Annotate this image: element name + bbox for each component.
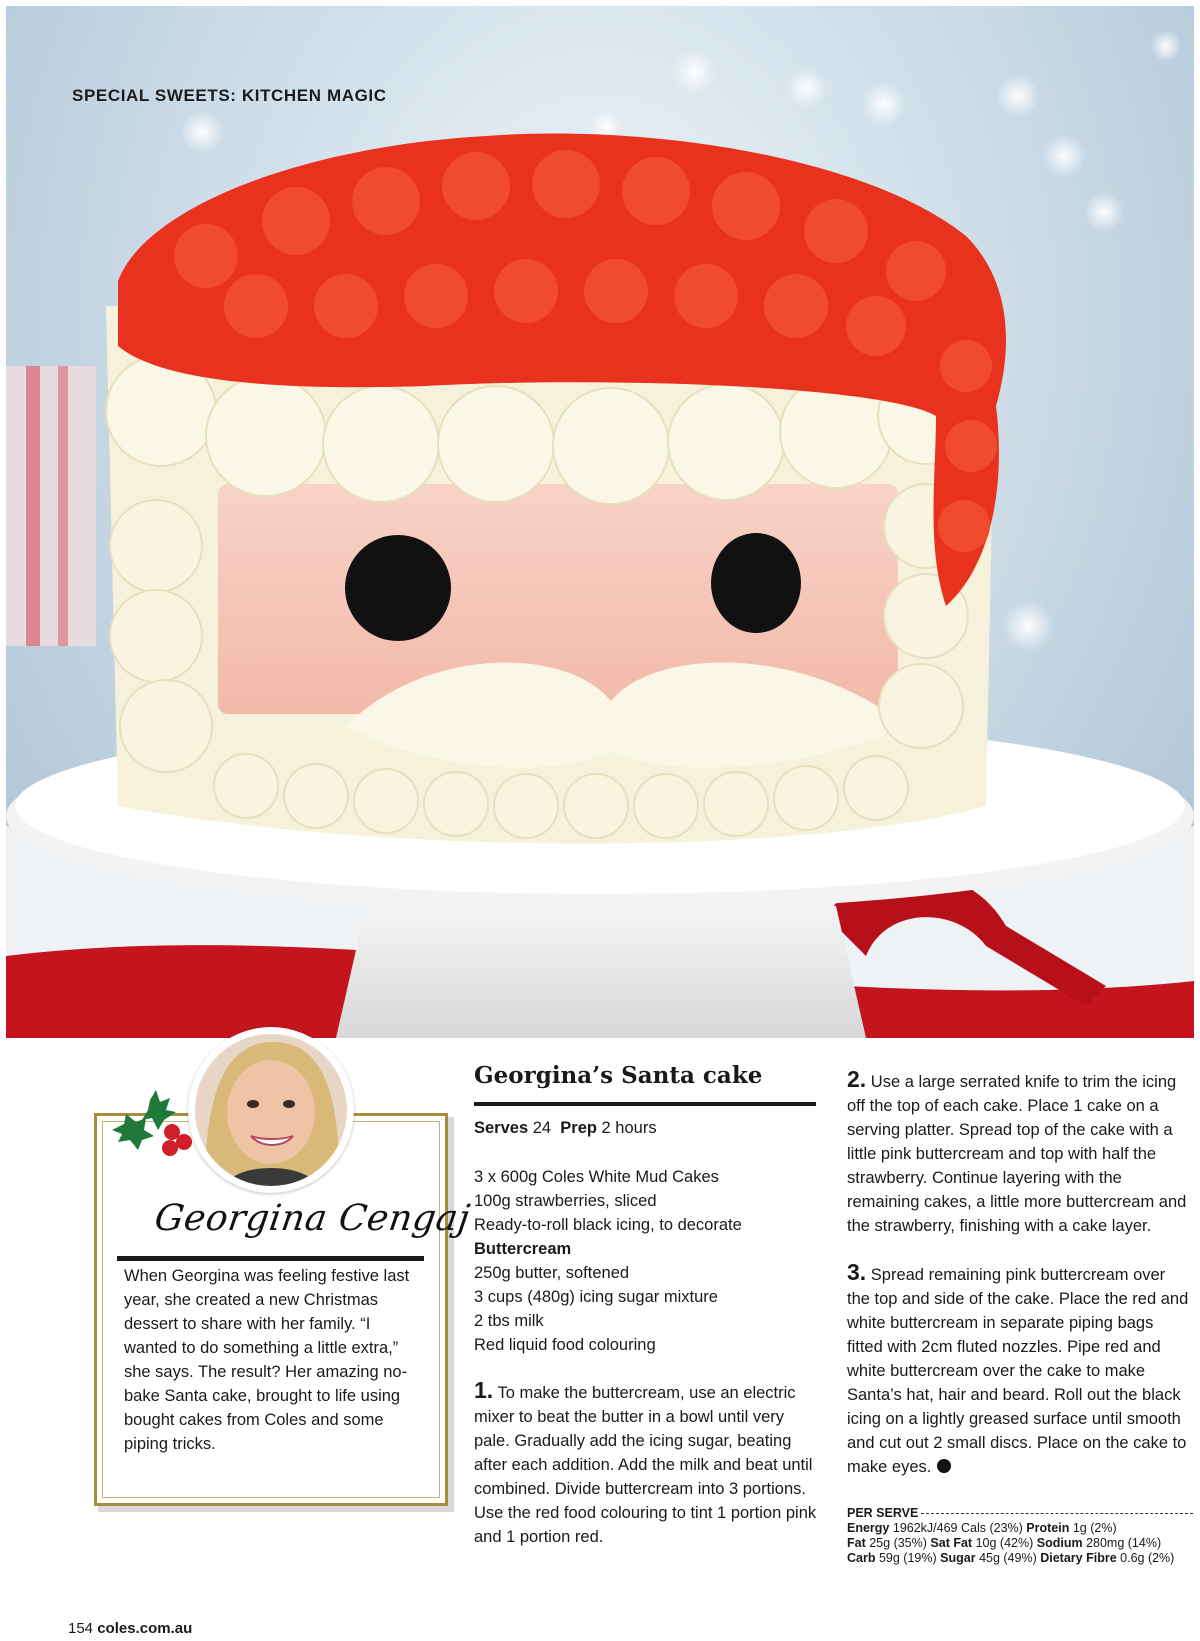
fibre-value: 0.6g (2%) — [1120, 1551, 1175, 1565]
step-text: Spread remaining pink buttercream over the top and side of the cake. Place the red and white buttercream in separate piping bags fitted with 2cm fluted nozzles. Pipe red and white buttercream over the cake to make Santa’s hat, hair and beard. Roll out the black icing on a lightly greased surface until smooth and cut out 2 small discs. Place on the cake to make eyes. — [847, 1266, 1189, 1476]
ingredient-item: 3 x 600g Coles White Mud Cakes — [474, 1168, 719, 1186]
dashed-rule — [921, 1513, 1193, 1514]
nutrition-row — [847, 1521, 1193, 1536]
protein-value: 1g (2%) — [1072, 1521, 1117, 1535]
ingredient-item: 3 cups (480g) icing sugar mixture — [474, 1288, 718, 1306]
energy-value: 1962kJ/469 Cals (23%) — [892, 1521, 1023, 1535]
method-step-2 — [847, 1067, 1192, 1238]
ingredient-item: 250g butter, softened — [474, 1264, 630, 1282]
prep-value: 2 hours — [601, 1119, 657, 1137]
signature-rule — [117, 1256, 424, 1261]
avatar — [188, 1027, 354, 1193]
title-rule — [474, 1102, 816, 1106]
nutrition-heading — [847, 1506, 1193, 1521]
fat-label: Fat — [847, 1536, 866, 1550]
santa-cake-illustration — [6, 6, 1194, 1038]
page-number: 154 — [68, 1620, 94, 1637]
profile-bio: When Georgina was feeling festive last year, she created a new Christmas dessert to share with her family. “I wanted to do something a little extra,” she says. The result? Her amazing no-bake Santa cake, brought to life using bought cakes from Coles and some piping tricks. — [124, 1267, 410, 1453]
satfat-label: Sat Fat — [930, 1536, 973, 1550]
method-step-3 — [847, 1260, 1192, 1479]
serves-value: 24 — [532, 1119, 552, 1137]
ingredient-item: 2 tbs milk — [474, 1312, 544, 1330]
nutrition-row — [847, 1536, 1193, 1551]
protein-label: Protein — [1026, 1521, 1070, 1535]
ingredient-item: Red liquid food colouring — [474, 1336, 656, 1354]
ingredient-item: Ready-to-roll black icing, to decorate — [474, 1216, 742, 1234]
profile-signature: Georgina Cengaj — [152, 1198, 473, 1239]
fat-value: 25g (35%) — [869, 1536, 927, 1550]
recipe-title: Georgina’s Santa cake — [474, 1062, 763, 1089]
nutrition-panel — [847, 1506, 1193, 1566]
fibre-label: Dietary Fibre — [1040, 1551, 1117, 1565]
ingredients-list — [474, 1165, 814, 1357]
serves-prep-line — [474, 1119, 657, 1138]
carb-label: Carb — [847, 1551, 876, 1565]
end-mark-icon — [937, 1459, 951, 1473]
nutrition-row — [847, 1551, 1193, 1566]
step-text: Use a large serrated knife to trim the icing off the top of each cake. Place 1 cake on a serving platter. Spread top of the cake with a little pink buttercream and top with half the strawberry. Continue layering with the remaining cakes, a little more buttercream and the strawberry, finishing with a cake layer. — [847, 1073, 1187, 1235]
hero-photo — [6, 6, 1194, 1038]
section-label: SPECIAL SWEETS: KITCHEN MAGIC — [72, 86, 387, 105]
site-link[interactable]: coles.com.au — [97, 1620, 193, 1637]
nutrition-heading-label: PER SERVE — [847, 1506, 919, 1520]
method-step-1 — [474, 1378, 819, 1549]
sugar-label: Sugar — [940, 1551, 976, 1565]
step-text: To make the buttercream, use an electric mixer to beat the butter in a bowl until very pale. Gradually add the icing sugar, beating after each addition. Add the milk and beat until combined. Divide buttercream into 3 portions. Use the red food colouring to tint 1 portion pink and 1 portion red. — [474, 1384, 817, 1546]
energy-label: Energy — [847, 1521, 890, 1535]
satfat-value: 10g (42%) — [975, 1536, 1034, 1550]
ingredient-item: 100g strawberries, sliced — [474, 1192, 657, 1210]
step-number: 1. — [474, 1377, 494, 1403]
prep-label: Prep — [560, 1119, 597, 1137]
step-number: 3. — [847, 1259, 867, 1285]
serves-label: Serves — [474, 1119, 529, 1137]
carb-value: 59g (19%) — [878, 1551, 937, 1565]
page-footer — [68, 1620, 192, 1637]
sodium-label: Sodium — [1036, 1536, 1083, 1550]
sodium-value: 280mg (14%) — [1086, 1536, 1162, 1550]
buttercream-heading: Buttercream — [474, 1240, 572, 1258]
sugar-value: 45g (49%) — [979, 1551, 1037, 1565]
step-number: 2. — [847, 1066, 867, 1092]
